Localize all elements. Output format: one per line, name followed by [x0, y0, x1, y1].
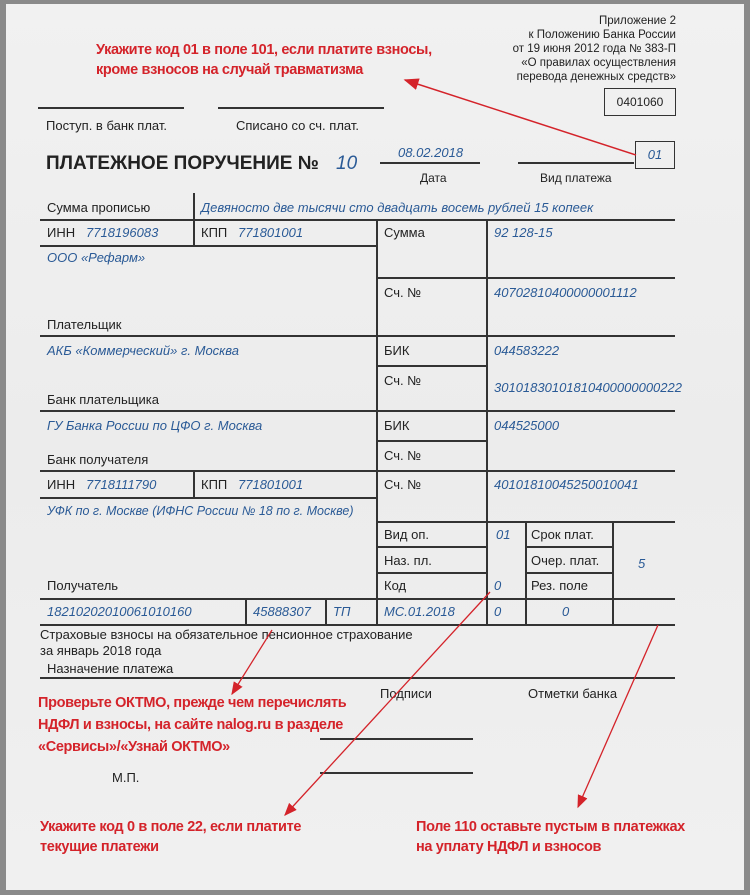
recipient-inn: 7718111790	[86, 477, 157, 492]
arrow-oktmo	[232, 630, 272, 694]
annotation-field22-line: Укажите код 0 в поле 22, если платите	[40, 819, 302, 835]
annotation-field101-line: кроме взносов на случай травматизма	[96, 62, 363, 78]
deadline-label: Срок плат.	[531, 527, 594, 542]
appendix-line: Приложение 2	[598, 15, 676, 27]
recipient-kpp-label: КПП	[201, 477, 228, 492]
purpose-code-label: Наз. пл.	[384, 553, 432, 568]
stamp-label: М.П.	[112, 770, 140, 785]
date-label: Дата	[420, 171, 447, 185]
payer-bank-corr-account: 30101830101810400000000222	[494, 380, 682, 395]
page-title: ПЛАТЕЖНОЕ ПОРУЧЕНИЕ №	[46, 153, 319, 174]
priority: 5	[638, 556, 646, 571]
annotation-field110-line: на уплату НДФЛ и взносов	[416, 839, 602, 855]
appendix-line: перевода денежных средств»	[516, 71, 676, 83]
doc-number: 0	[494, 604, 502, 619]
payer-bank: АКБ «Коммерческий» г. Москва	[47, 343, 240, 358]
payer-bank-account-label: Сч. №	[384, 373, 422, 388]
purpose-line: за январь 2018 года	[40, 643, 162, 658]
op-type-label: Вид оп.	[384, 527, 430, 542]
recipient-bik: 044525000	[494, 418, 560, 433]
amount-words-label: Сумма прописью	[47, 200, 151, 215]
debited-label: Списано со сч. плат.	[236, 118, 359, 133]
kbk: 18210202010061010160	[47, 604, 192, 619]
recipient-kpp: 771801001	[238, 477, 304, 492]
sum-label: Сумма	[384, 225, 425, 240]
recipient-name: УФК по г. Москве (ИФНС России № 18 по г. Москве)	[47, 504, 354, 518]
bank-marks-label: Отметки банка	[528, 686, 618, 701]
amount-words: Девяносто две тысячи сто двадцать восемь рублей 15 копеек	[201, 200, 594, 215]
arrow-field110	[578, 625, 658, 807]
recipient-bank-account-label: Сч. №	[384, 448, 422, 463]
payer-inn-label: ИНН	[47, 225, 76, 240]
recipient-bank-label: Банк получателя	[47, 452, 149, 467]
annotation-field22-line: текущие платежи	[40, 839, 159, 855]
payer-inn: 7718196083	[86, 225, 159, 240]
payment-type-label: Вид платежа	[540, 171, 612, 185]
recipient-inn-label: ИНН	[47, 477, 76, 492]
signatures-label: Подписи	[380, 686, 432, 701]
period: МС.01.2018	[384, 604, 455, 619]
priority-label: Очер. плат.	[531, 553, 600, 568]
annotation-oktmo-line: НДФЛ и взносы, на сайте nalog.ru в разделе	[38, 717, 344, 733]
order-date: 08.02.2018	[398, 145, 464, 160]
recipient-account: 40101810045250010041	[494, 477, 639, 492]
appendix-line: «О правилах осуществления	[521, 57, 676, 69]
op-type: 01	[496, 527, 511, 542]
payer-account-label: Сч. №	[384, 285, 422, 300]
appendix-line: к Положению Банка России	[528, 29, 676, 41]
arrow-field22	[285, 592, 490, 815]
status-code: 01	[647, 147, 663, 162]
recipient-bik-label: БИК	[384, 418, 410, 433]
recipient-label: Получатель	[47, 578, 119, 593]
sum: 92 128-15	[494, 225, 553, 240]
payer-name: ООО «Рефарм»	[47, 250, 146, 265]
annotation-field101-line: Укажите код 01 в поле 101, если платите взносы,	[96, 42, 432, 58]
payer-bik: 044583222	[494, 343, 560, 358]
payer-account: 40702810400000001112	[494, 285, 637, 300]
doc-date: 0	[562, 604, 570, 619]
annotation-oktmo-line: «Сервисы»/«Узнай ОКТМО»	[38, 739, 230, 755]
arrow-field101	[405, 80, 636, 155]
annotation-field110-line: Поле 110 оставьте пустым в платежках	[416, 819, 685, 835]
reserve-label: Рез. поле	[531, 578, 589, 593]
received-label: Поступ. в банк плат.	[46, 118, 168, 133]
purpose-line: Страховые взносы на обязательное пенсионное страхование	[40, 627, 413, 642]
payer-label: Плательщик	[47, 317, 122, 332]
payer-kpp-label: КПП	[201, 225, 228, 240]
annotation-oktmo-line: Проверьте ОКТМО, прежде чем перечислять	[38, 695, 347, 711]
oktmo: 45888307	[253, 604, 311, 619]
recipient-account-label: Сч. №	[384, 477, 422, 492]
code: 0	[494, 578, 502, 593]
payer-kpp: 771801001	[238, 225, 304, 240]
basis: ТП	[333, 604, 351, 619]
payer-bik-label: БИК	[384, 343, 410, 358]
form-code: 0401060	[616, 95, 664, 109]
recipient-bank: ГУ Банка России по ЦФО г. Москва	[47, 418, 263, 433]
appendix-line: от 19 июня 2012 года № 383-П	[512, 43, 676, 55]
payer-bank-label: Банк плательщика	[47, 392, 159, 407]
order-number: 10	[336, 153, 358, 174]
purpose-label: Назначение платежа	[47, 661, 174, 676]
code-label: Код	[384, 578, 407, 593]
